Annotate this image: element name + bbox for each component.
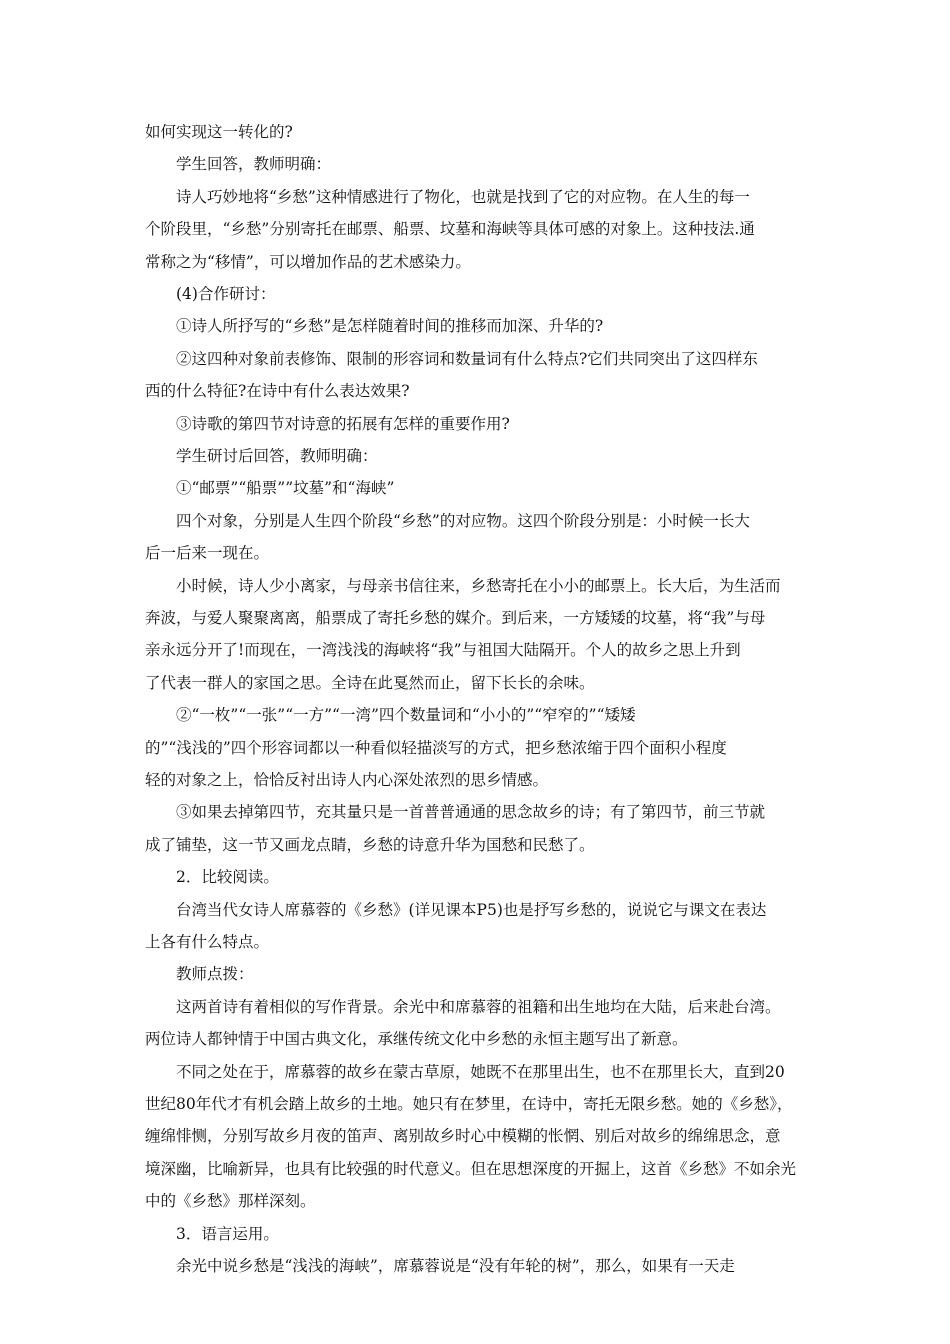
text-line: 上各有什么特点。	[145, 933, 270, 951]
text-line: 学生研讨后回答，教师明确：	[176, 447, 378, 465]
text-line: 常称之为“移情”，可以增加作品的艺术感染力。	[145, 252, 471, 271]
text-line: 中的《乡愁》那样深刻。	[145, 1192, 316, 1211]
text-line: 的”“浅浅的”四个形容词都以一种看似轻描淡写的方式，把乡愁浓缩于四个面积小程度	[145, 738, 727, 757]
text-line: 缠绵悱恻，分别写故乡月夜的笛声、离别故乡时心中模糊的怅惘、别后对故乡的绵绵思念，意	[145, 1127, 781, 1146]
text-line: 学生回答，教师明确：	[176, 155, 332, 174]
text-line: 境深幽，比喻新异，也具有比较强的时代意义。但在思想深度的开掘上，这首《乡愁》不如余光	[145, 1159, 797, 1178]
text-line: 教师点拨：	[176, 965, 254, 984]
text-line: 不同之处在于，席慕蓉的故乡在蒙古草原，她既不在那里出生，也不在那里长大，直到20	[176, 1062, 785, 1081]
text-line: 成了铺垫，这一节又画龙点睛，乡愁的诗意升华为国愁和民愁了。	[145, 835, 595, 854]
text-line: 两位诗人都钟情于中国古典文化，承继传统文化中乡愁的永恒主题写出了新意。	[145, 1030, 688, 1049]
text-line: ②“一枚”“一张”“一方”“一湾”四个数量词和“小小的”“窄窄的”“矮矮	[176, 706, 636, 725]
text-line: 3．语言运用。	[176, 1224, 279, 1243]
text-line: 了代表一群人的家国之思。全诗在此戛然而止，留下长长的余味。	[145, 673, 595, 692]
text-line: 后一后来一现在。	[145, 544, 270, 563]
text-line: 这两首诗有着相似的写作背景。余光中和席慕蓉的祖籍和出生地均在大陆，后来赴台湾。	[176, 997, 781, 1016]
text-line: ②这四种对象前表修饰、限制的形容词和数量词有什么特点?它们共同突出了这四样东	[176, 349, 758, 368]
text-line: 世纪80年代才有机会踏上故乡的土地。她只有在梦里，在诗中，寄托无限乡愁。她的《乡愁》，	[145, 1095, 793, 1113]
text-line: 西的什么特征?在诗中有什么表达效果?	[145, 382, 410, 401]
text-line: 余光中说乡愁是“浅浅的海峡”，席慕蓉说是“没有年轮的树”，那么，如果有一天走	[176, 1257, 735, 1275]
text-line: 台湾当代女诗人席慕蓉的《乡愁》(详见课本P5)也是抒写乡愁的，说说它与课文在表达	[176, 900, 767, 919]
text-line: 奔波，与爱人聚聚离离，船票成了寄托乡愁的媒介。到后来，一方矮矮的坟墓，将“我”与母	[145, 609, 766, 627]
text-line: ③诗歌的第四节对诗意的拓展有怎样的重要作用?	[176, 414, 510, 433]
text-line: 个阶段里，“乡愁”分别寄托在邮票、船票、坟墓和海峡等具体可感的对象上。这种技法.通	[145, 220, 755, 239]
text-line: 亲永远分开了!而现在，一湾浅浅的海峡将“我”与祖国大陆隔开。个人的故乡之思上升到	[145, 641, 741, 660]
text-line: (4)合作研讨：	[176, 285, 276, 303]
text-line: 诗人巧妙地将“乡愁”这种情感进行了物化，也就是找到了它的对应物。在人生的每一	[176, 187, 750, 206]
text-line: 如何实现这一转化的?	[145, 123, 293, 141]
text-line: 四个对象，分别是人生四个阶段“乡愁”的对应物。这四个阶段分别是：小时候一长大	[176, 511, 750, 530]
text-line: 轻的对象之上，恰恰反衬出诗人内心深处浓烈的思乡情感。	[145, 771, 549, 789]
text-line: ①诗人所抒写的“乡愁”是怎样随着时间的推移而加深、升华的?	[176, 317, 604, 336]
text-line: ③如果去掉第四节，充其量只是一首普普通通的思念故乡的诗；有了第四节，前三节就	[176, 803, 766, 822]
text-line: ①“邮票”“船票””坟墓”和“海峡”	[176, 479, 395, 498]
text-line: 2．比较阅读。	[176, 868, 279, 887]
text-line: 小时候，诗人少小离家，与母亲书信往来，乡愁寄托在小小的邮票上。长大后，为生活而	[176, 576, 781, 595]
